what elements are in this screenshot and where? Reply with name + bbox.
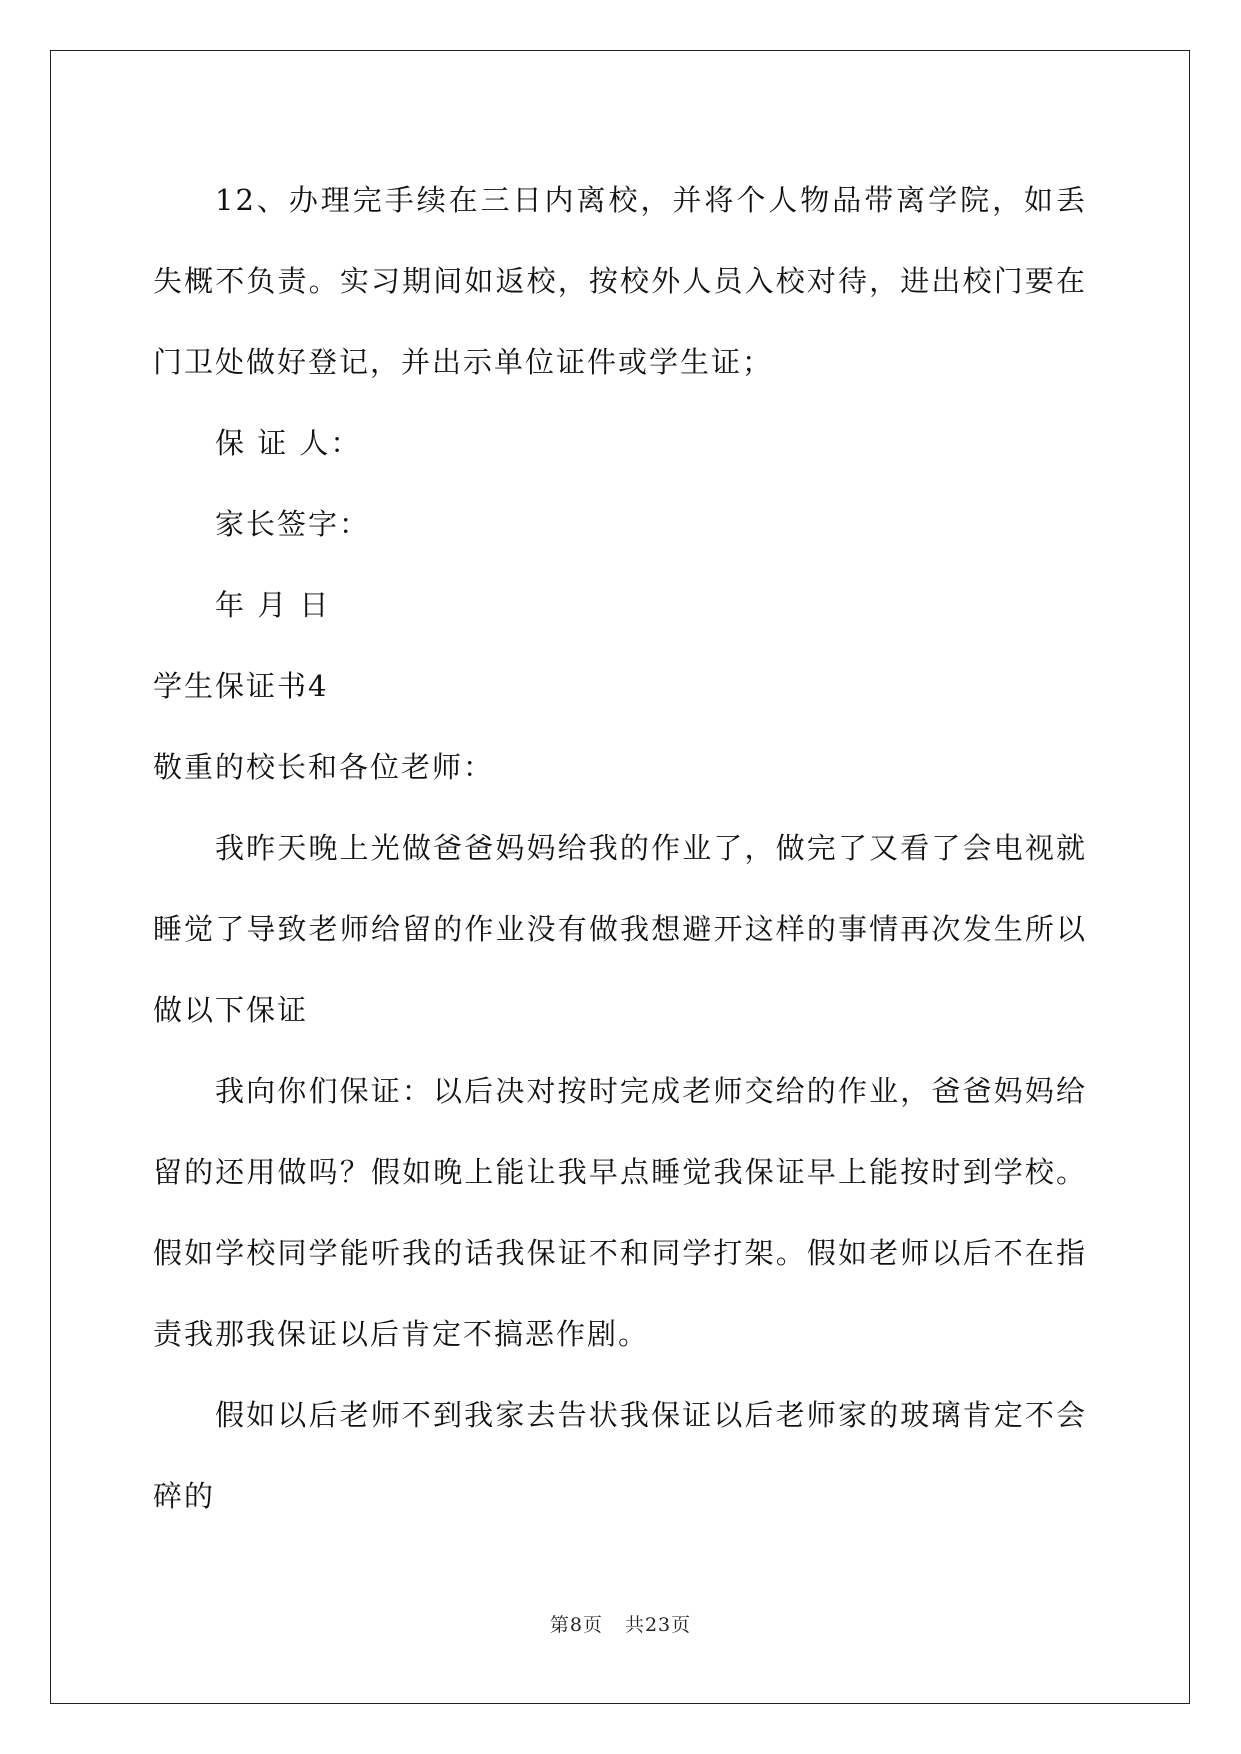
section-title: 学生保证书4 — [153, 669, 329, 703]
parent-signature-line: 家长签字： — [215, 507, 371, 541]
total-page-count: 共23页 — [624, 1614, 692, 1636]
salutation: 敬重的校长和各位老师： — [153, 750, 495, 784]
body-paragraph-3: 假如以后老师不到我家去告状我保证以后老师家的玻璃肯定不会碎的 — [153, 1398, 1087, 1513]
body-paragraph-2: 我向你们保证：以后决对按时完成老师交给的作业，爸爸妈妈给留的还用做吗？假如晚上能让我早点睡觉我保证早上能按时到学校。假如学校同学能听我的话我保证不和同学打架。假如老师以后不在指责我那我保证以后肯定不搞恶作剧。 — [153, 1074, 1087, 1351]
page-footer — [0, 1610, 1241, 1637]
guarantor-line: 保 证 人： — [215, 426, 362, 460]
date-line: 年 月 日 — [215, 588, 331, 622]
paragraph-item-12: 12、办理完手续在三日内离校，并将个人物品带离学院，如丢失概不负责。实习期间如返校，按校外人员入校对待，进出校门要在门卫处做好登记，并出示单位证件或学生证； — [153, 183, 1087, 379]
body-paragraph-1: 我昨天晚上光做爸爸妈妈给我的作业了，做完了又看了会电视就睡觉了导致老师给留的作业没有做我想避开这样的事情再次发生所以做以下保证 — [153, 831, 1087, 1027]
document-body — [153, 160, 1087, 1537]
current-page-number: 第8页 — [549, 1614, 603, 1636]
